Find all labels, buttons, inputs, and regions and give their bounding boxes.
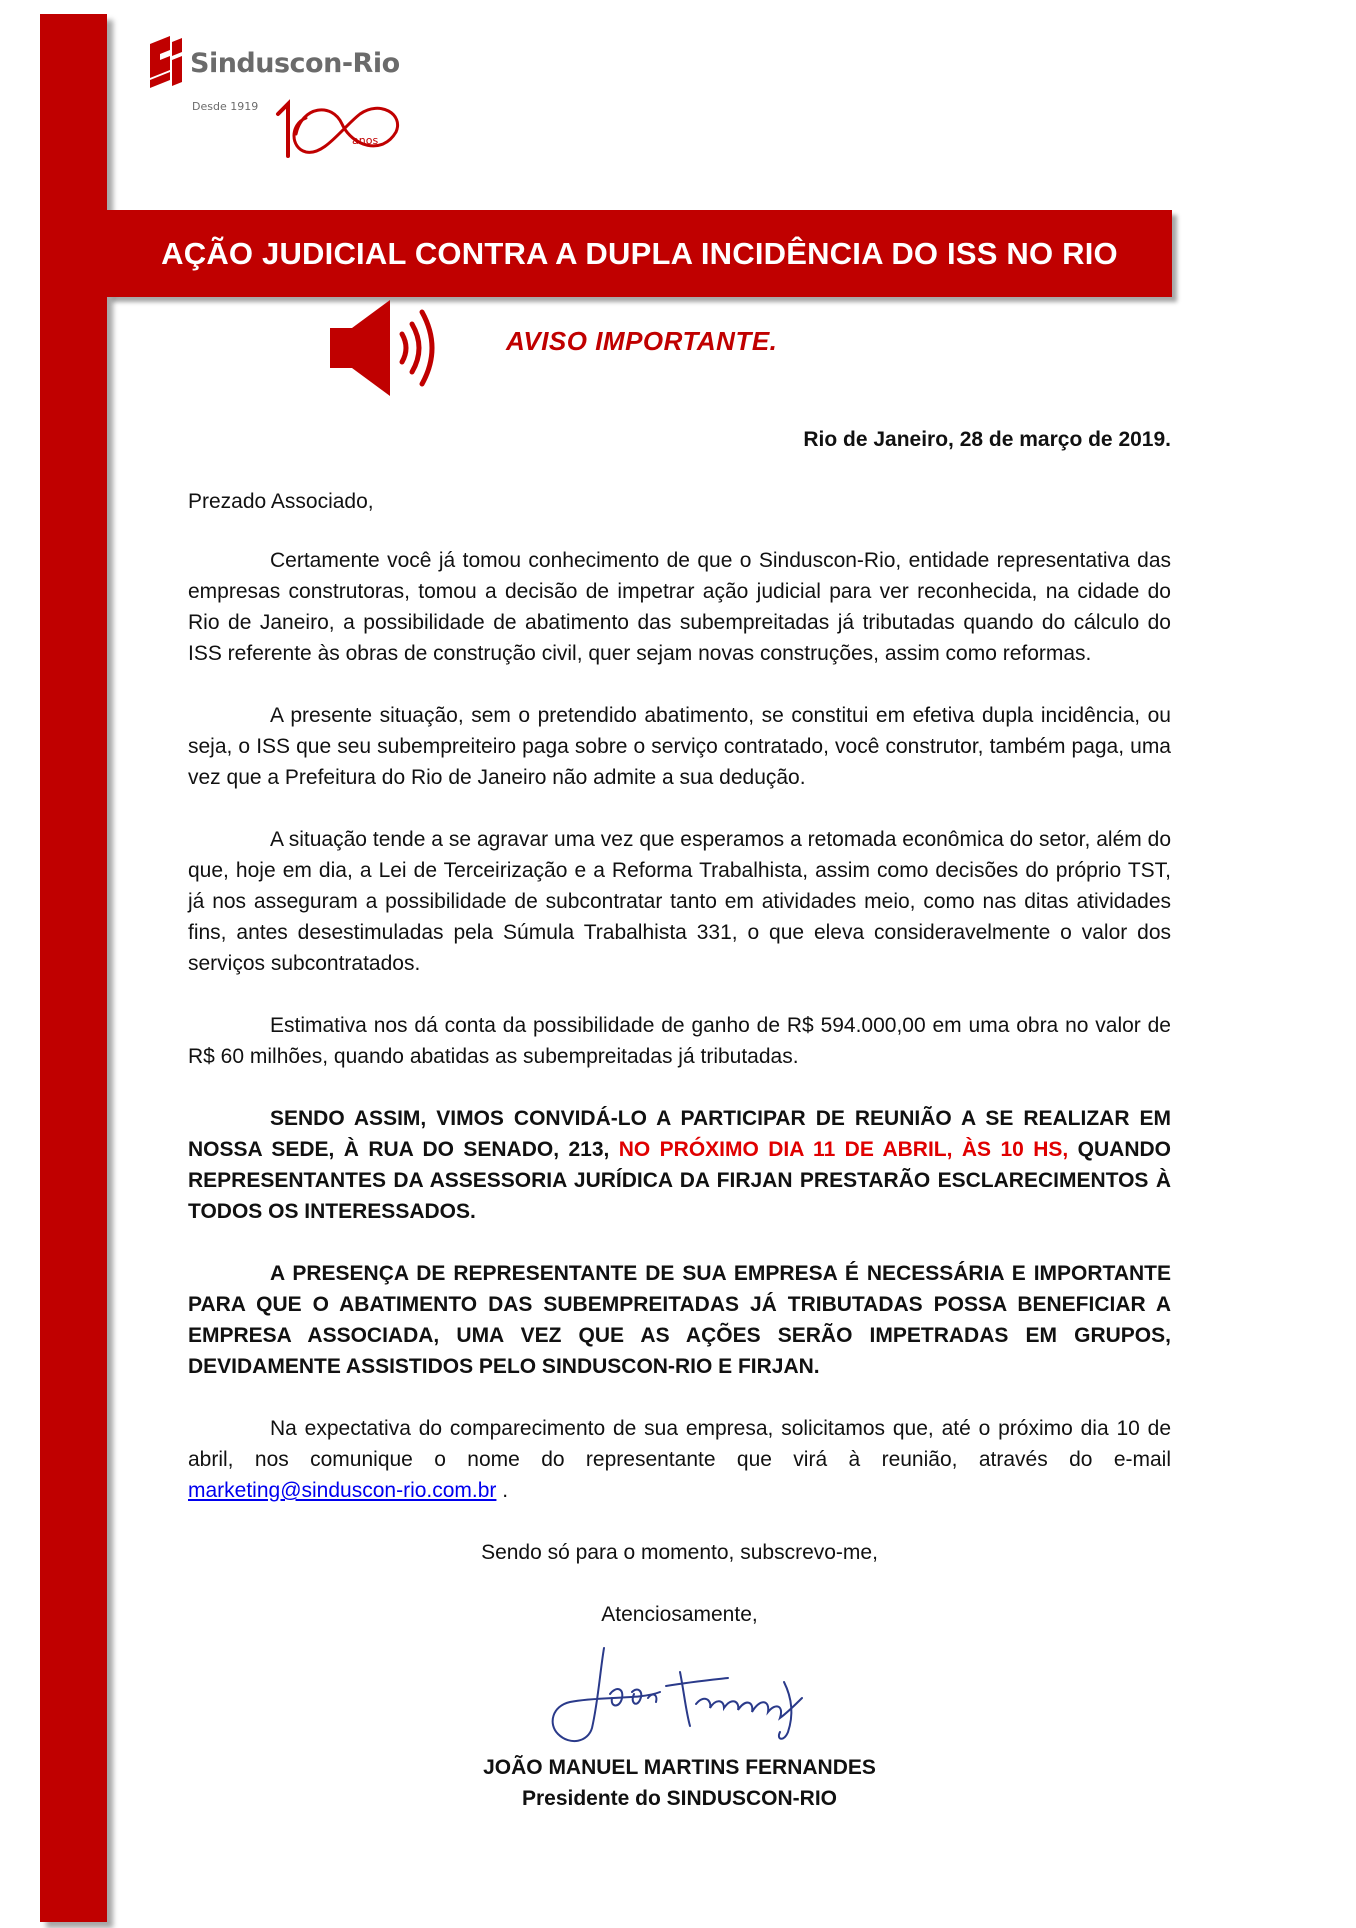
paragraph-1: Certamente você já tomou conhecimento de que o Sinduscon-Rio, entidade representativa das empresas construtoras, tomou a decisão de impetrar ação judicial para ver reconhecida, na cidade do Rio de Janeiro, a possibilidade de abatimento das subempreitadas já tributadas quando do cálculo do ISS referente às obras de construção civil, quer sejam novas construções, assim como reformas. <box>188 549 1171 665</box>
side-red-bar <box>40 14 107 1922</box>
meeting-date-highlight: NO PRÓXIMO DIA 11 DE ABRIL, ÀS 10 HS, <box>618 1138 1069 1161</box>
page-title: AÇÃO JUDICIAL CONTRA A DUPLA INCIDÊNCIA DO ISS NO RIO <box>161 235 1118 271</box>
paragraph-7 <box>188 1413 1171 1506</box>
signer-name: JOÃO MANUEL MARTINS FERNANDES <box>483 1756 876 1779</box>
letter-date: Rio de Janeiro, 28 de março de 2019. <box>803 428 1171 451</box>
paragraph-2: A presente situação, sem o pretendido abatimento, se constitui em efetiva dupla incidência, ou seja, o ISS que seu subempreiteiro paga sobre o serviço contratado, você construtor, também paga, uma vez que a Prefeitura do Rio de Janeiro não admite a sua dedução. <box>188 704 1171 789</box>
paragraph-5 <box>188 1103 1171 1227</box>
centenary-100-mark <box>272 94 402 164</box>
building-mark-icon <box>146 34 186 90</box>
paragraph-7-text: Na expectativa do comparecimento de sua empresa, solicitamos que, até o próximo dia 10 de abril, nos comunique o nome do representante que virá à reunião, através do e-mail <box>188 1417 1171 1471</box>
title-banner <box>107 210 1172 297</box>
paragraph-5-part1: SENDO ASSIM, VIMOS CONVIDÁ-LO A PARTICIPAR DE REUNIÃO A SE REALIZAR EM NOSSA SEDE, À RUA DO SENADO, 213, <box>188 1107 1171 1161</box>
paragraph-3: A situação tende a se agravar uma vez que esperamos a retomada econômica do setor, além do que, hoje em dia, a Lei de Terceirização e a Reforma Trabalhista, assim como decisões do próprio TST, já nos asseguram a possibilidade de subcontratar tanto em atividades meio, como nas ditas atividades fins, antes desestimuladas pela Súmula Trabalhista 331, o que eleva consideravelmente o valor dos serviços subcontratados. <box>188 828 1171 975</box>
logo-anos: anos <box>352 134 379 147</box>
paragraph-5-part2: QUANDO REPRESENTANTES DA ASSESSORIA JURÍDICA DA FIRJAN PRESTARÃO ESCLARECIMENTOS À TODOS OS INTERESSADOS. <box>188 1138 1171 1223</box>
paragraph-4: Estimativa nos dá conta da possibilidade de ganho de R$ 594.000,00 em uma obra no valor de R$ 60 milhões, quando abatidas as subempreitadas já tributadas. <box>188 1014 1171 1068</box>
signature-image <box>540 1642 820 1752</box>
letter-closing: Sendo só para o momento, subscrevo-me, <box>481 1541 878 1564</box>
letter-regards: Atenciosamente, <box>601 1603 758 1626</box>
paragraph-6: A PRESENÇA DE REPRESENTANTE DE SUA EMPRESA É NECESSÁRIA E IMPORTANTE PARA QUE O ABATIMENTO DAS SUBEMPREITADAS JÁ TRIBUTADAS POSSA BENEFICIAR A EMPRESA ASSOCIADA, UMA VEZ QUE AS AÇÕES SERÃO IMPETRADAS EM GRUPOS, DEVIDAMENTE ASSISTIDOS PELO SINDUSCON-RIO E FIRJAN. <box>188 1262 1171 1378</box>
letter-greeting: Prezado Associado, <box>188 490 374 513</box>
important-notice: AVISO IMPORTANTE. <box>506 326 778 356</box>
letter-body <box>188 424 1171 1814</box>
logo-name: Sinduscon-Rio <box>190 48 400 79</box>
speaker-icon <box>330 296 450 401</box>
email-link[interactable]: marketing@sinduscon-rio.com.br <box>188 1479 497 1502</box>
sinduscon-logo <box>146 34 416 164</box>
signer-role: Presidente do SINDUSCON-RIO <box>521 1787 838 1810</box>
paragraph-7-end: . <box>496 1479 509 1502</box>
logo-since: Desde 1919 <box>192 100 259 113</box>
